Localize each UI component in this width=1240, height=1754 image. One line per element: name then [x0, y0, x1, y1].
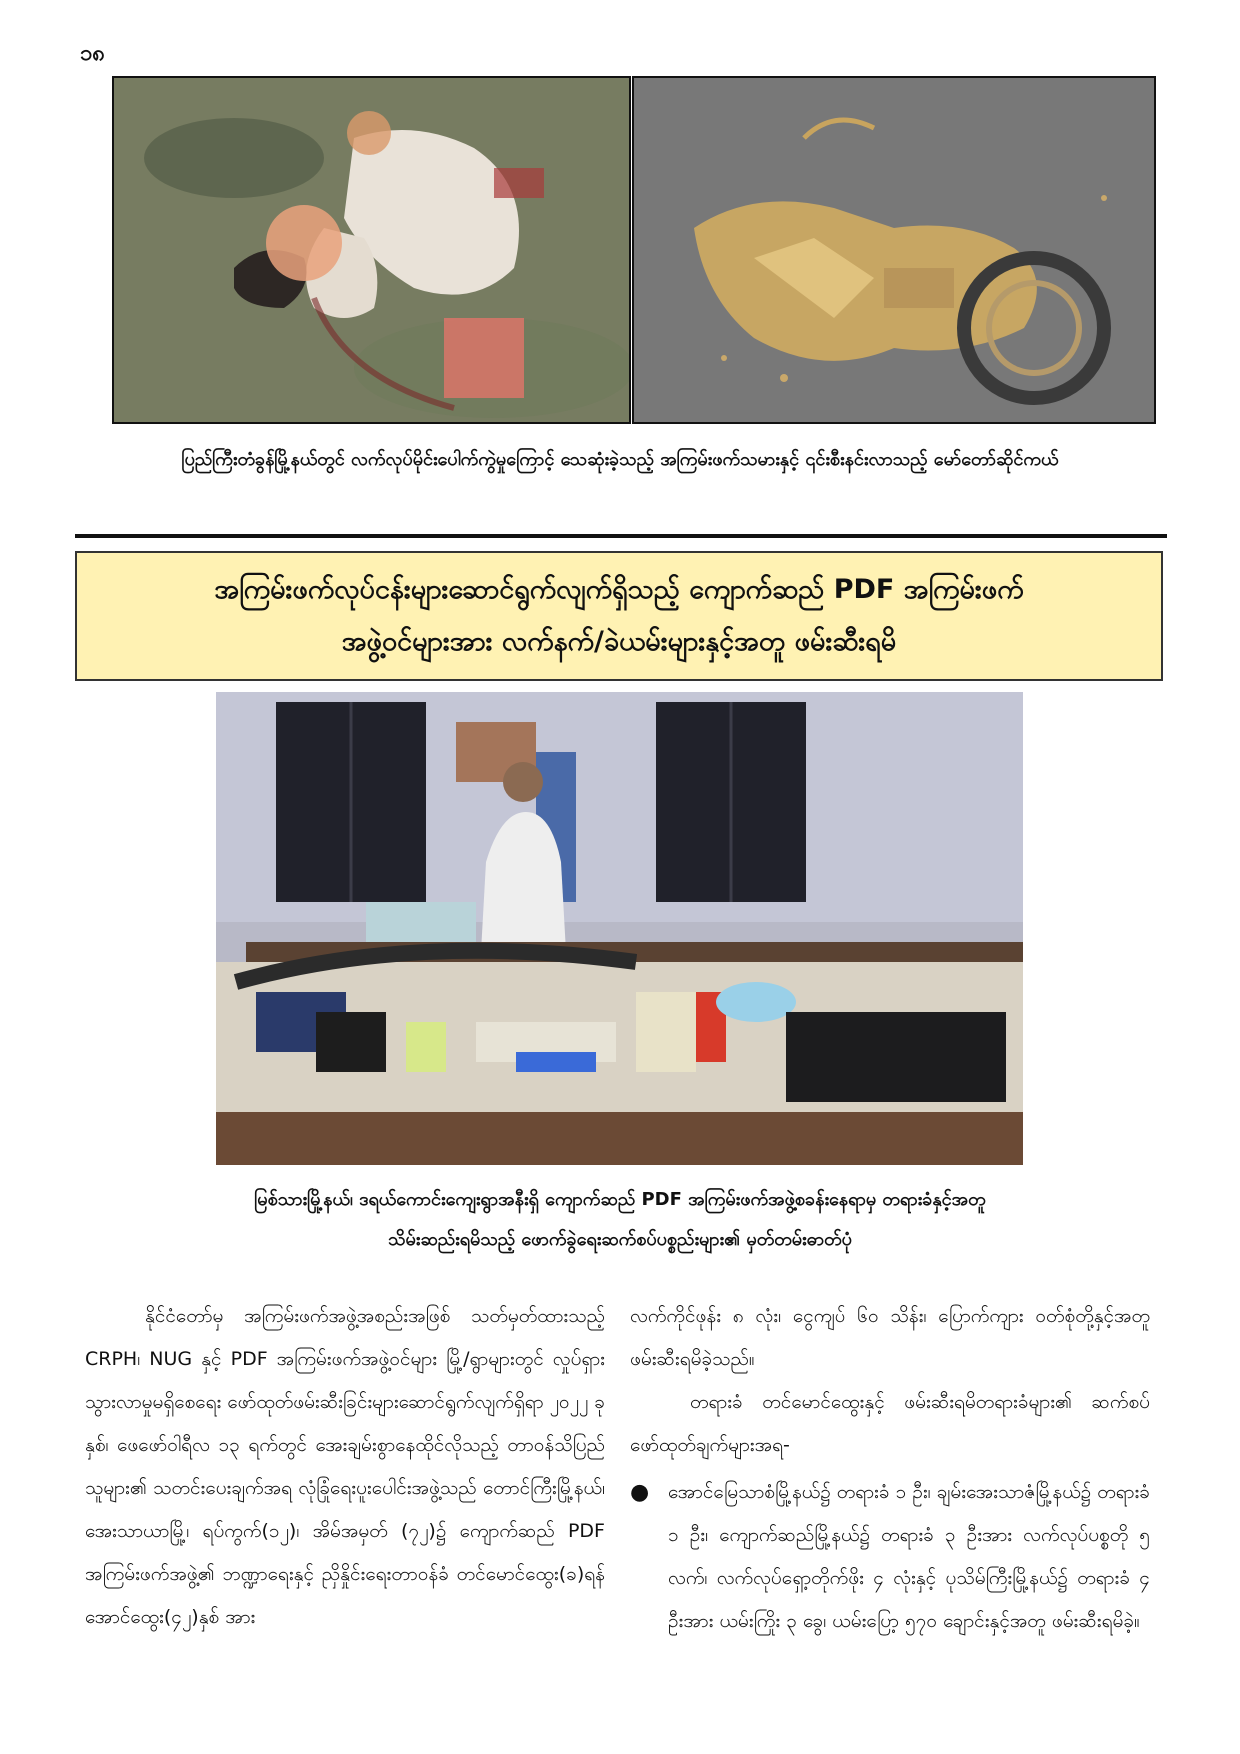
left-column [85, 1295, 605, 1639]
victim-photo [112, 76, 631, 424]
main-photo-caption [80, 1180, 1160, 1260]
page-number: ၁၈ [80, 41, 105, 66]
bullet-item [630, 1471, 1150, 1643]
main-photo-caption-line-2: သိမ်းဆည်းရမိသည့် ဖောက်ခွဲရေးဆက်စပ်ပစ္စည်းများ၏ မှတ်တမ်းဓာတ်ပုံ [388, 1229, 852, 1250]
bullet-dot: ● [630, 1480, 650, 1505]
seized-items-photo [216, 692, 1023, 1165]
right-paragraph-2: တရားခံ တင်မောင်ထွေးနှင့် ဖမ်းဆီးရမိတရားခံများ၏ ဆက်စပ်ဖော်ထုတ်ချက်များအရ- [630, 1391, 1150, 1456]
right-paragraph-1: လက်ကိုင်ဖုန်း ၈ လုံး၊ ငွေကျပ် ၆၀ သိန်း၊ ပြောက်ကျား ဝတ်စုံတို့နှင့်အတူ ဖမ်းဆီးရမိခဲ့သည်။ [630, 1305, 1150, 1370]
bullet-text: အောင်မြေသာစံမြို့နယ်၌ တရားခံ ၁ ဦး၊ ချမ်းအေးသာဇံမြို့နယ်၌ တရားခံ ၁ ဦး၊ ကျောက်ဆည်မြို့နယ်၌ တရားခံ ၃ ဦးအား လက်လုပ်ပစ္စတို ၅ လက်၊ လက်လုပ်ရှော့တိုက်ဖိုး ၄ လုံးနှင့် ပုသိမ်ကြီးမြို့နယ်၌ တရားခံ ၄ ဦးအား ယမ်းကြိုး ၃ ခွေ၊ ယမ်းပြော့ ၅၇၀ ချောင်းနှင့်အတူ ဖမ်းဆီးရမိခဲ့။ [668, 1481, 1150, 1632]
headline-line-1: အကြမ်းဖက်လုပ်ငန်းများဆောင်ရွက်လျက်ရှိသည့် ကျောက်ဆည် PDF အကြမ်းဖက် [214, 574, 1024, 605]
left-paragraph: နိုင်ငံတော်မှ အကြမ်းဖက်အဖွဲ့အစည်းအဖြစ် သတ်မှတ်ထားသည့် CRPH၊ NUG နှင့် PDF အကြမ်းဖက်အဖွဲ့ဝင်များ မြို့/ရွာများတွင် လှုပ်ရှားသွားလာမှုမရှိစေရေး ဖော်ထုတ်ဖမ်းဆီးခြင်းများဆောင်ရွက်လျက်ရှိရာ ၂၀၂၂ ခုနှစ်၊ ဖေဖော်ဝါရီလ ၁၃ ရက်တွင် အေးချမ်းစွာနေထိုင်လိုသည့် တာဝန်သိပြည်သူများ၏ သတင်းပေးချက်အရ လုံခြုံရေးပူးပေါင်းအဖွဲ့သည် တောင်ကြီးမြို့နယ်၊ အေးသာယာမြို့၊ ရပ်ကွက်(၁၂)၊ အိမ်အမှတ် (၇၂)၌ ကျောက်ဆည် PDF အကြမ်းဖက်အဖွဲ့၏ ဘဏ္ဍာရေးနှင့် ညှိနှိုင်းရေးတာဝန်ခံ တင်မောင်ထွေး(ခ)ရန်အောင်ထွေး(၄၂)နှစ် အား [85, 1305, 605, 1628]
headline-line-2: အဖွဲ့ဝင်များအား လက်နက်/ခဲယမ်းများနှင့်အတူ ဖမ်းဆီးရမိ [341, 626, 897, 657]
section-divider [75, 534, 1167, 538]
headline-box [75, 551, 1163, 681]
motorbike-photo [632, 76, 1156, 424]
main-photo-caption-line-1: မြစ်သားမြို့နယ်၊ ဒရယ်ကောင်းကျေးရွာအနီးရှိ ကျောက်ဆည် PDF အကြမ်းဖက်အဖွဲ့စခန်းနေရာမှ တရားခံနှင့်အတူ [254, 1189, 986, 1210]
top-photos-caption: ပြည်ကြီးတံခွန်မြို့နယ်တွင် လက်လုပ်မိုင်းပေါက်ကွဲမှုကြောင့် သေဆုံးခဲ့သည့် အကြမ်းဖက်သမားနှင့် ၎င်းစီးနင်းလာသည့် မော်တော်ဆိုင်ကယ် [181, 449, 1059, 470]
right-column [630, 1295, 1150, 1643]
